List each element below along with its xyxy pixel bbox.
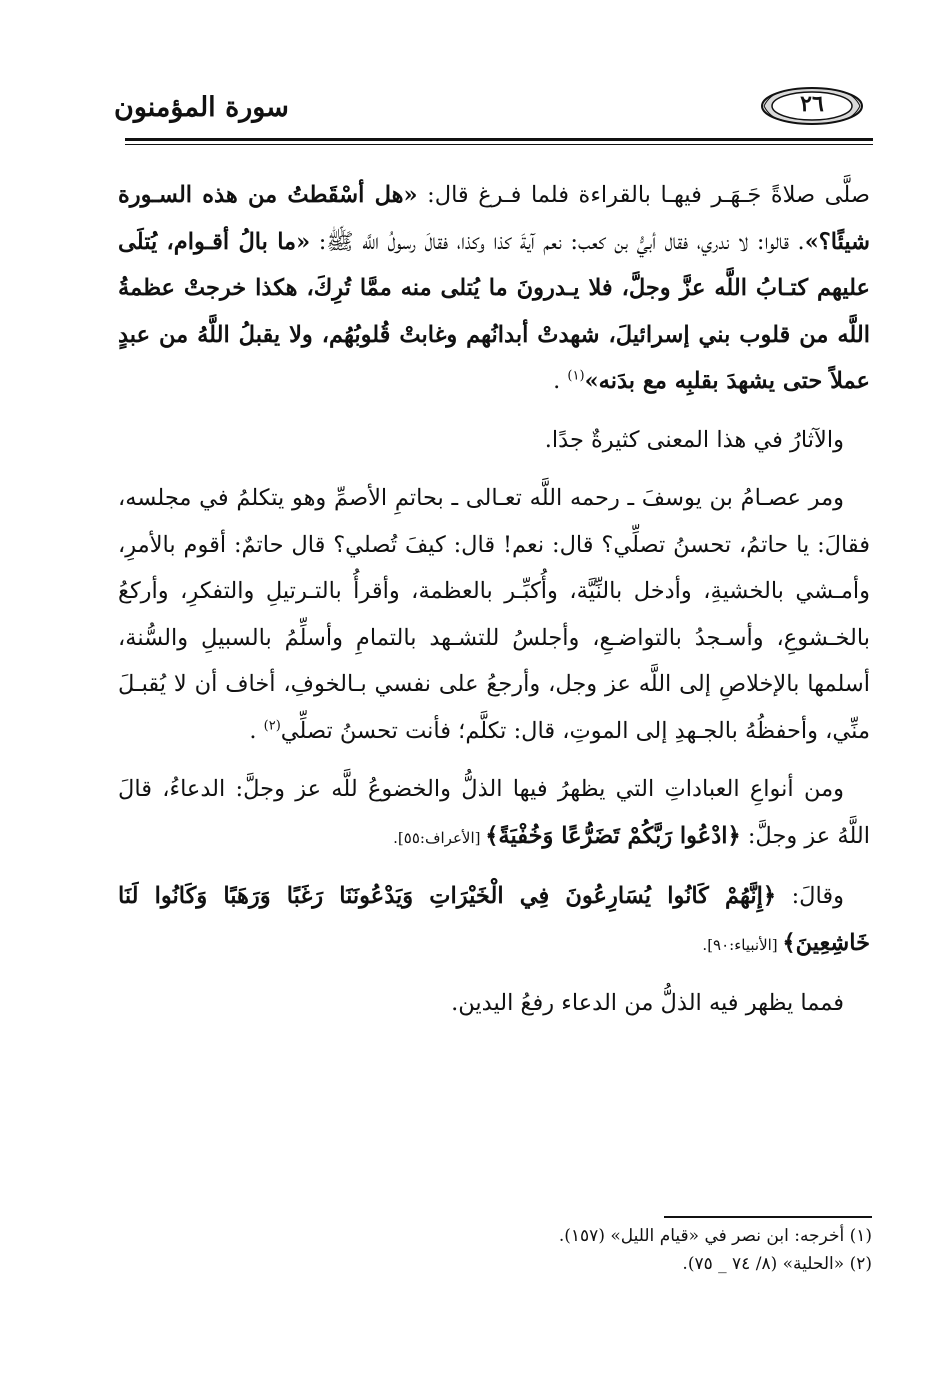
p1-hadith-quote: «ما بالُ أقـوام، يُتلَى عليهم كتـابُ اللَّه عزَّ وجلَّ، فلا يـدرونَ ما يُتلى منه ممَّا تُرِكَ، هكذا خرجتْ عظمةُ اللَّه من قلوب بني إسرائيلَ، شهدتْ أبدانُهم وغابتْ قُلوبُهُم، ولا يقبلُ اللَّهُ من عبدٍ عملاً حتى يشهدَ بقلبِه مع بدَنه» <box>118 228 870 394</box>
footnote-marker-2[interactable]: (٢) <box>263 718 281 733</box>
p1-text-2: . قالوا: لا ندري، فقال أبيُّ بن كعب: نعم آيةَ كذا وكذا، فقالَ رسولُ اللَّه ﷺ: <box>310 228 805 255</box>
paragraph-2: والآثارُ في هذا المعنى كثيرةٌ جدًا. <box>544 426 844 453</box>
p3-end: . <box>249 717 264 744</box>
p1-text-1: صلَّى صلاةً جَـهَـر فيهـا بالقراءة فلما فـرغ قال: <box>417 182 870 208</box>
footnote-1: (١) أخرجه: ابن نصر في «قيام الليل» (١٥٧). <box>558 1226 872 1246</box>
p1-quote-1: «هل أسْقَطتُ من هذه السـورة شيئًا؟» <box>118 182 871 255</box>
verse-ref-1: [الأعراف:٥٥]. <box>393 828 486 847</box>
paragraph-1 <box>118 172 870 405</box>
header-rule <box>125 138 873 141</box>
footnote-2: (٢) «الحلية» (٨/ ٧٤ _ ٧٥). <box>682 1254 872 1274</box>
p3-text: ومر عصـامُ بن يوسفَ ـ رحمه اللَّه تعـالى ـ بحاتمِ الأصمِّ وهو يتكلمُ في مجلسه، فقالَ: يا حاتمُ، تحسنُ تصلِّي؟ قال: نعم! قال: كيفَ تُصلي؟ قال حاتمٌ: أقوم بالأمرِ، وأمـشي بالخشيةِ، وأدخل بالنِّيَّة، وأُكبِّـر بالعظمة، وأقرأُ بالتـرتيلِ والتفكرِ، وأركعُ بالخـشوعِ، وأسـجدُ بالتواضـعِ، وأجلسُ للتشـهد بالتمامِ وأسلِّمُ بالسبيلِ والسُّنة، أسلمها بالإخلاصِ إلى اللَّه عز وجل، وأرجعُ على نفسي بـالخوفِ، أخاف أن لا يُقبـلَ منِّي، وأحفظُهُ بالجـهدِ إلى الموتِ، قال: تكلَّم؛ فأنت تحسنُ تصلِّي <box>118 485 870 744</box>
quran-verse-2: ﴿إِنَّهُمْ كَانُوا يُسَارِعُونَ فِي الْخَيْرَاتِ وَيَدْعُونَنَا رَغَبًا وَرَهَبًا وَكَانُوا لَنَا خَاشِعِينَ﴾ <box>118 883 870 956</box>
surah-title: سورة المؤمنون <box>114 92 289 123</box>
page-number: ٢٦ <box>800 91 824 117</box>
footnote-marker-1[interactable]: (١) <box>567 368 585 384</box>
quran-verse-1: ﴿ادْعُوا رَبَّكُمْ تَضَرُّعًا وَخُفْيَةً﴾ <box>485 822 741 849</box>
paragraph-4 <box>118 766 870 861</box>
verse-ref-2: [الأنبياء:٩٠]. <box>702 935 783 954</box>
footnotes <box>200 1222 872 1278</box>
footnote-rule <box>664 1216 872 1218</box>
page-header <box>110 86 870 140</box>
main-text <box>118 172 870 1027</box>
page-number-badge <box>760 86 864 126</box>
paragraph-5 <box>118 873 870 968</box>
header-rule-thin <box>125 144 873 145</box>
paragraph-6: فمما يظهر فيه الذلُّ من الدعاء رفعُ اليدين. <box>451 990 844 1016</box>
paragraph-3 <box>118 475 870 754</box>
p1-end: . <box>553 368 568 394</box>
p5-text: وقالَ: <box>776 883 844 909</box>
p4-text: ومن أنواعِ العباداتِ التي يظهرُ فيها الذلُّ والخضوعُ للَّه عز وجلَّ: الدعاءُ، قالَ اللَّهُ عز وجلَّ: <box>118 776 870 849</box>
